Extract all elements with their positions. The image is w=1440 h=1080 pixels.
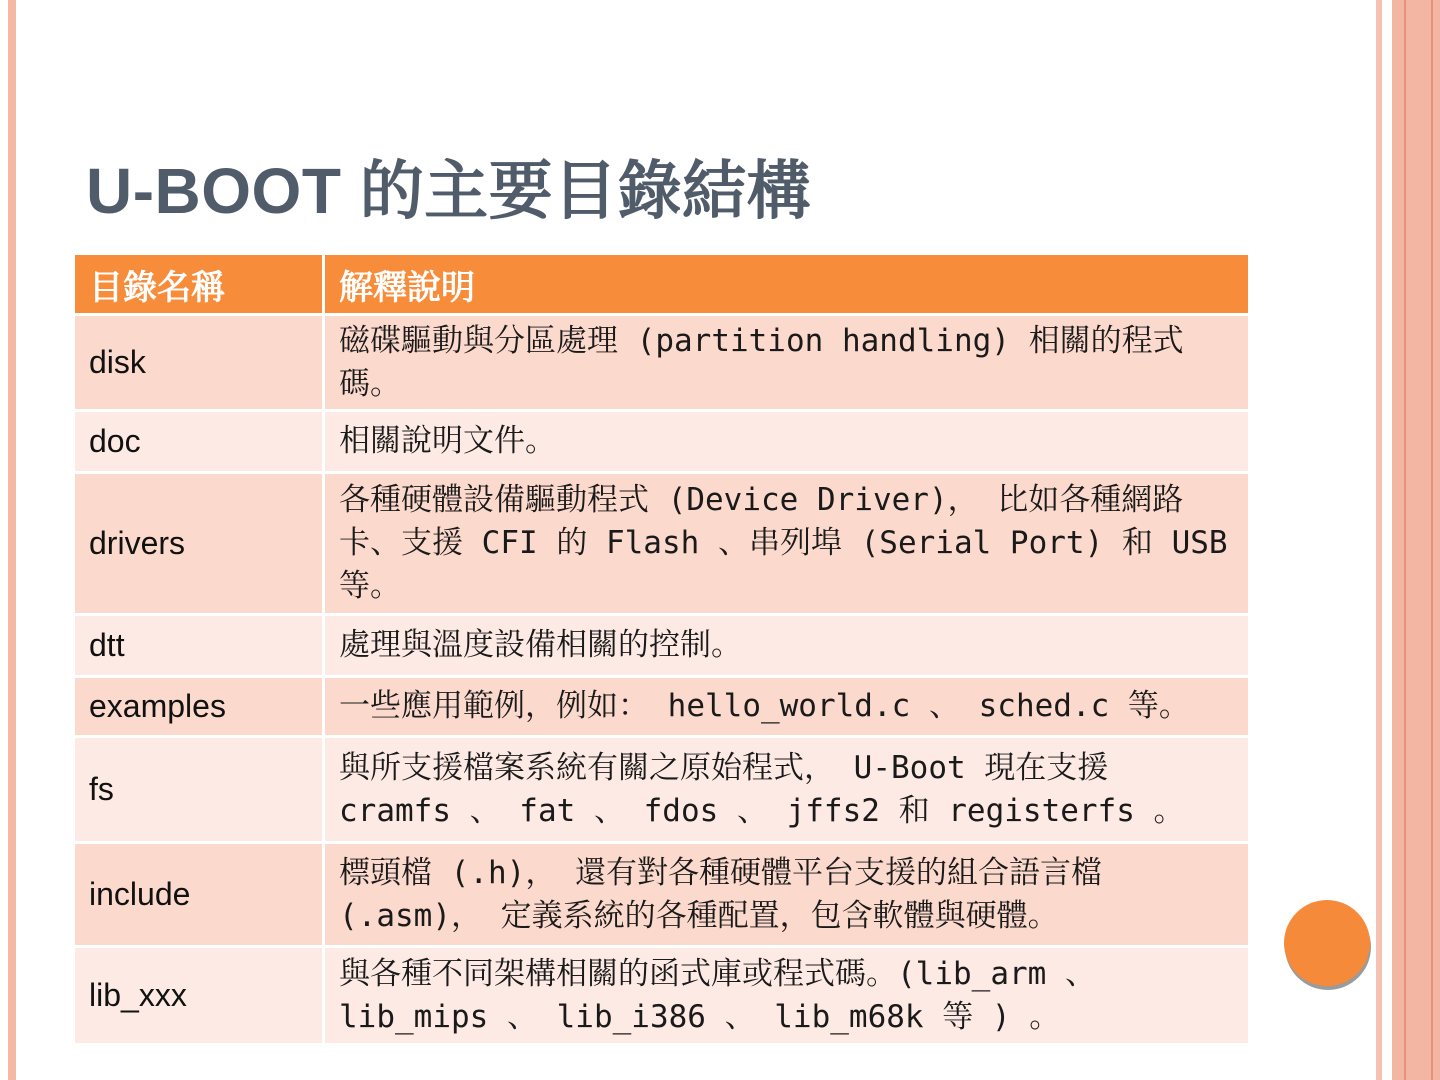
directory-description: 各種硬體設備驅動程式 (Device Driver)， 比如各種網路卡、支援 CFI 的 Flash 、串列埠 (Serial Port) 和 USB 等。 xyxy=(324,473,1250,615)
directory-description: 與所支援檔案系統有關之原始程式， U-Boot 現在支援 cramfs 、 fat 、 fdos 、 jffs2 和 registerfs 。 xyxy=(324,737,1250,843)
left-border-bar xyxy=(8,0,16,1080)
directory-description: 與各種不同架構相關的函式庫或程式碼。(lib_arm 、 lib_mips 、 lib_i386 、 lib_m68k 等 ) 。 xyxy=(324,947,1250,1045)
decorative-orange-circle xyxy=(1284,900,1370,986)
table-row xyxy=(74,737,1250,843)
right-decor-line xyxy=(1431,0,1433,1080)
directory-name: examples xyxy=(74,677,324,737)
table-row xyxy=(74,947,1250,1045)
directory-description: 標頭檔 (.h)， 還有對各種硬體平台支援的組合語言檔 (.asm)， 定義系統的各種配置，包含軟體與硬體。 xyxy=(324,843,1250,947)
slide-title: U-BOOT 的主要目錄結構 xyxy=(86,155,812,227)
directory-name: include xyxy=(74,843,324,947)
directory-name: lib_xxx xyxy=(74,947,324,1045)
directory-name: dtt xyxy=(74,615,324,677)
column-header-name: 目錄名稱 xyxy=(74,254,324,315)
directory-name: drivers xyxy=(74,473,324,615)
table-row xyxy=(74,411,1250,473)
table-row xyxy=(74,615,1250,677)
right-decor-stripe xyxy=(1376,0,1382,1080)
table-row xyxy=(74,843,1250,947)
table-row xyxy=(74,677,1250,737)
directory-name: doc xyxy=(74,411,324,473)
column-header-description: 解釋說明 xyxy=(324,254,1250,315)
directory-description: 一些應用範例，例如： hello_world.c 、 sched.c 等。 xyxy=(324,677,1250,737)
directory-name: fs xyxy=(74,737,324,843)
table-header-row xyxy=(74,254,1250,315)
table-row xyxy=(74,473,1250,615)
right-decor-line xyxy=(1404,0,1406,1080)
directory-description: 相關說明文件。 xyxy=(324,411,1250,473)
directory-description: 磁碟驅動與分區處理 (partition handling) 相關的程式碼。 xyxy=(324,315,1250,411)
directory-description: 處理與溫度設備相關的控制。 xyxy=(324,615,1250,677)
directory-name: disk xyxy=(74,315,324,411)
directory-table xyxy=(72,252,1251,1046)
table-row xyxy=(74,315,1250,411)
